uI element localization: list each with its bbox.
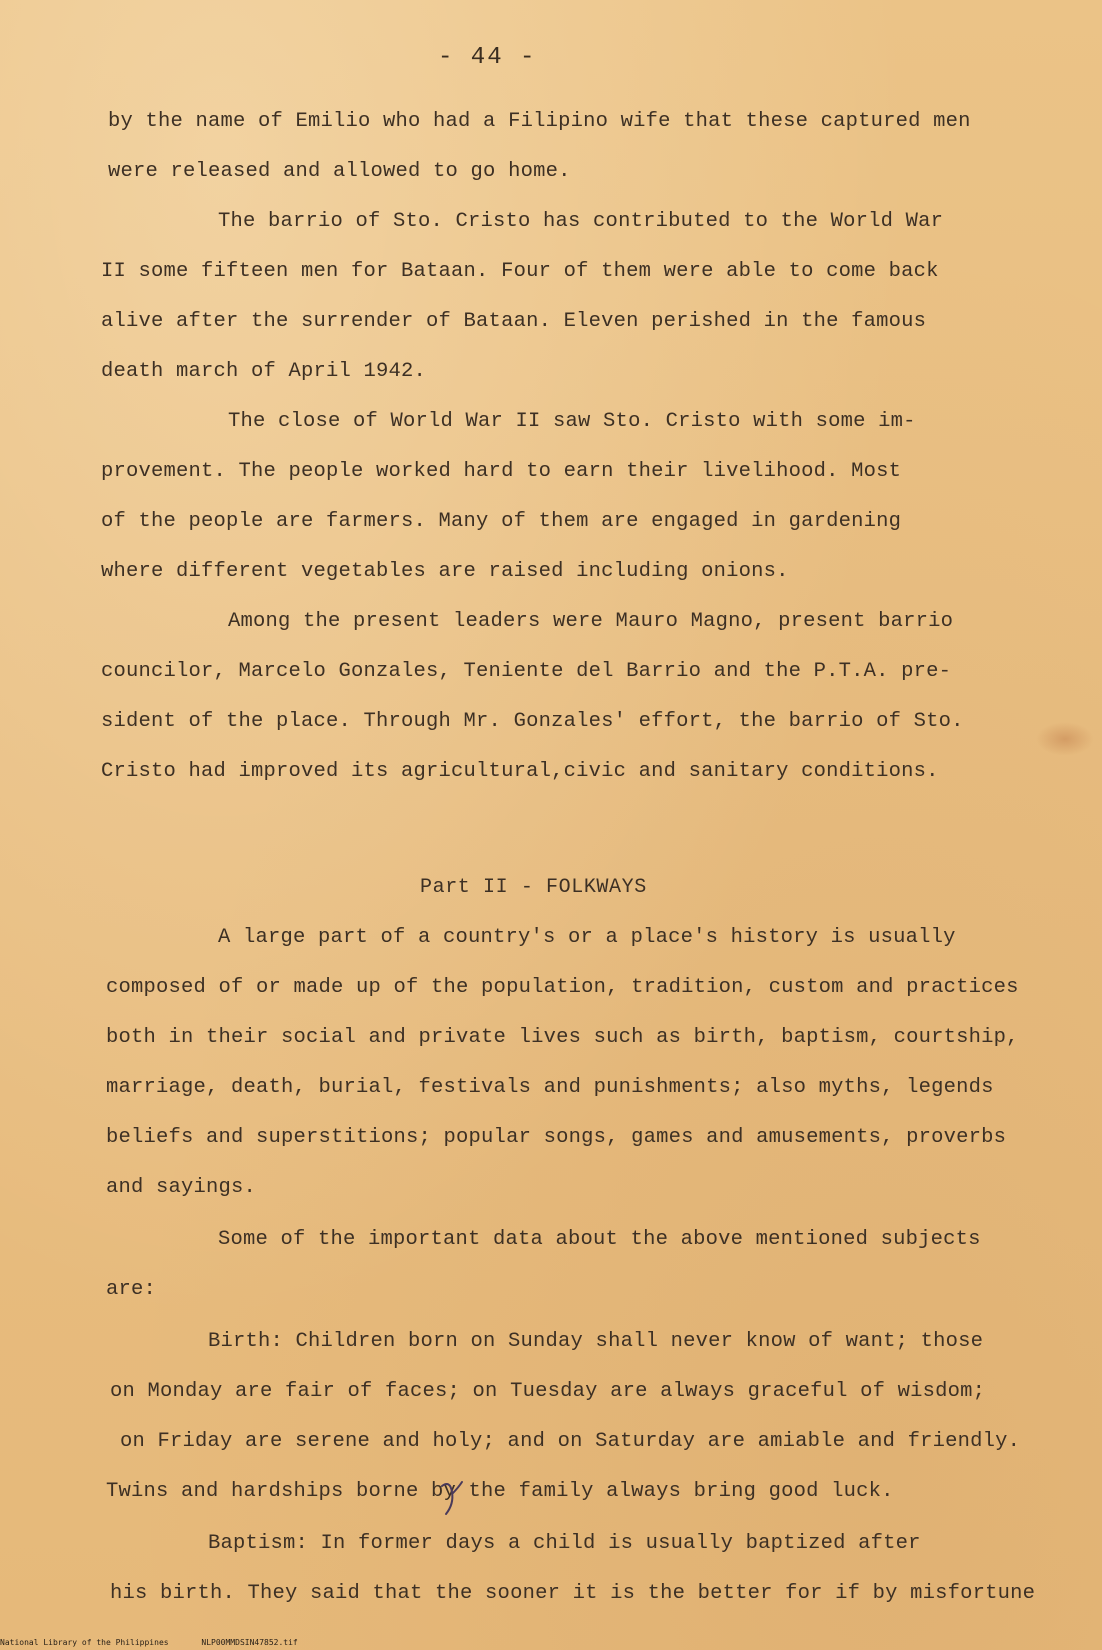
text-line: marriage, death, burial, festivals and punishments; also myths, legends xyxy=(106,1076,994,1099)
text-line: where different vegetables are raised including onions. xyxy=(101,560,789,583)
text-line: his birth. They said that the sooner it is the better for if by misfortune xyxy=(110,1582,1036,1605)
text-line: The close of World War II saw Sto. Cristo with some im- xyxy=(228,410,916,433)
page-number: - 44 - xyxy=(438,44,537,71)
text-line: composed of or made up of the population, tradition, custom and practices xyxy=(106,976,1019,999)
paper-stain xyxy=(1036,722,1094,756)
text-line: beliefs and superstitions; popular songs, games and amusements, proverbs xyxy=(106,1126,1007,1149)
text-line: on Monday are fair of faces; on Tuesday are always graceful of wisdom; xyxy=(110,1380,986,1403)
text-line: of the people are farmers. Many of them are engaged in gardening xyxy=(101,510,902,533)
text-line: both in their social and private lives such as birth, baptism, courtship, xyxy=(106,1026,1019,1049)
section-heading: Part II - FOLKWAYS xyxy=(420,876,647,899)
text-line: were released and allowed to go home. xyxy=(108,160,571,183)
text-line: are: xyxy=(106,1278,157,1301)
text-line: Birth: Children born on Sunday shall never know of want; those xyxy=(208,1330,984,1353)
text-line: Baptism: In former days a child is usually baptized after xyxy=(208,1532,921,1555)
text-line: Some of the important data about the above mentioned subjects xyxy=(218,1228,981,1251)
text-line: II some fifteen men for Bataan. Four of them were able to come back xyxy=(101,260,939,283)
handwritten-correction-mark xyxy=(436,1478,466,1518)
text-line: councilor, Marcelo Gonzales, Teniente del Barrio and the P.T.A. pre- xyxy=(101,660,952,683)
text-line: by the name of Emilio who had a Filipino wife that these captured men xyxy=(108,110,971,133)
text-line: Cristo had improved its agricultural,civic and sanitary conditions. xyxy=(101,760,939,783)
text-line: provement. The people worked hard to earn their livelihood. Most xyxy=(101,460,902,483)
footer-institution: National Library of the Philippines xyxy=(0,1638,169,1647)
text-line: on Friday are serene and holy; and on Saturday are amiable and friendly. xyxy=(120,1430,1021,1453)
text-line: A large part of a country's or a place's history is usually xyxy=(218,926,956,949)
text-line: sident of the place. Through Mr. Gonzales' effort, the barrio of Sto. xyxy=(101,710,964,733)
text-line: The barrio of Sto. Cristo has contributed to the World War xyxy=(218,210,944,233)
text-line: death march of April 1942. xyxy=(101,360,427,383)
text-line: Among the present leaders were Mauro Magno, present barrio xyxy=(228,610,954,633)
text-line: alive after the surrender of Bataan. Eleven perished in the famous xyxy=(101,310,927,333)
footer-file-id: NLP00MMDSIN47852.tif xyxy=(201,1638,298,1647)
scan-footer xyxy=(0,1638,326,1647)
text-line: and sayings. xyxy=(106,1176,257,1199)
text-line: Twins and hardships borne by the family always bring good luck. xyxy=(106,1480,894,1503)
